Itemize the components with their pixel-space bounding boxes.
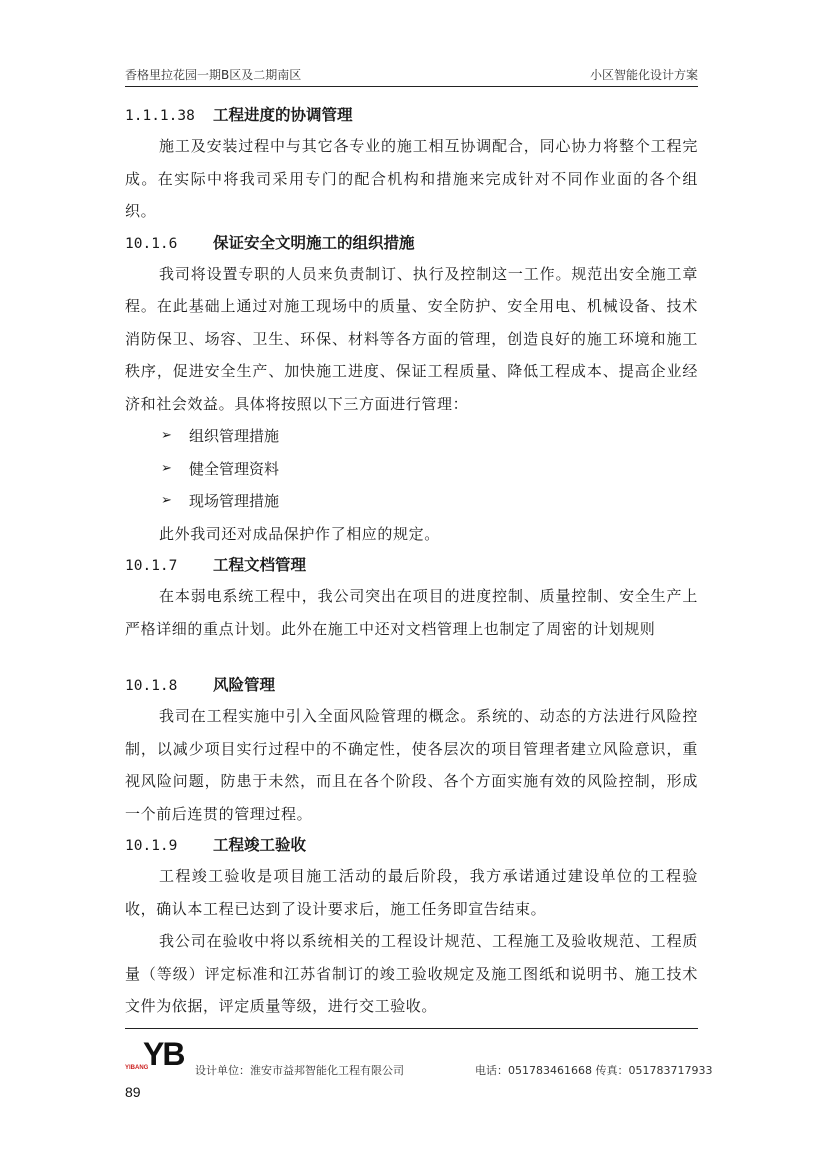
list-item — [125, 453, 698, 486]
section-heading — [125, 670, 698, 700]
section-heading — [125, 830, 698, 860]
list-item — [125, 485, 698, 518]
footer-company: 设计单位：淮安市益邦智能化工程有限公司 — [195, 1064, 404, 1077]
spacer — [125, 645, 698, 670]
company-logo — [125, 1035, 195, 1075]
document-body — [125, 100, 698, 1023]
list-item — [125, 420, 698, 453]
section-number: 10.1.9 — [125, 838, 178, 854]
section-heading — [125, 100, 698, 130]
paragraph: 此外我司还对成品保护作了相应的规定。 — [159, 524, 440, 543]
section-title: 工程进度的协调管理 — [213, 106, 353, 124]
section-number: 1.1.1.38 — [125, 108, 195, 124]
footer-contact: 电话：051783461668 传真：051783717933 — [475, 1064, 713, 1077]
section-number: 10.1.8 — [125, 678, 178, 694]
paragraph: 我司将设置专职的人员来负责制订、执行及控制这一工作。规范出安全施工章程。在此基础上通过对施工现场中的质量、安全防护、安全用电、机械设备、技术消防保卫、场容、卫生、环保、材料等各方面的管理，创造良好的施工环境和施工秩序，促进安全生产、加快施工进度、保证工程质量、降低工程成本、提高企业经济和社会效益。具体将按照以下三方面进行管理： — [125, 264, 698, 413]
list-item-label: 健全管理资料 — [189, 459, 280, 478]
bullet-list — [125, 420, 698, 518]
logo-mark: YB — [143, 1036, 184, 1072]
arrow-right-icon: ➢ — [161, 428, 172, 443]
header-project-name: 香格里拉花园一期B区及二期南区 — [125, 68, 302, 82]
section-heading — [125, 228, 698, 258]
section-heading — [125, 550, 698, 580]
section-title: 工程文档管理 — [213, 556, 307, 574]
logo-wordmark: YIBANG — [125, 1065, 149, 1071]
paragraph: 我公司在验收中将以系统相关的工程设计规范、工程施工及验收规范、工程质量（等级）评定标准和江苏省制订的竣工验收规定及施工图纸和说明书、施工技术文件为依据，评定质量等级，进行交工验收。 — [125, 932, 698, 1015]
section-title: 工程竣工验收 — [213, 836, 307, 854]
page-number: 89 — [125, 1084, 141, 1100]
paragraph: 在本弱电系统工程中，我公司突出在项目的进度控制、质量控制、安全生产上严格详细的重点计划。此外在施工中还对文档管理上也制定了周密的计划规则 — [125, 587, 698, 638]
list-item-label: 组织管理措施 — [189, 427, 280, 445]
section-title: 保证安全文明施工的组织措施 — [213, 233, 415, 252]
paragraph: 我司在工程实施中引入全面风险管理的概念。系统的、动态的方法进行风险控制，以减少项目实行过程中的不确定性，使各层次的项目管理者建立风险意识，重视风险问题，防患于未然，而且在各个阶段、各个方面实施有效的风险控制，形成一个前后连贯的管理过程。 — [125, 707, 698, 823]
paragraph: 工程竣工验收是项目施工活动的最后阶段，我方承诺通过建设单位的工程验收，确认本工程已达到了设计要求后，施工任务即宣告结束。 — [125, 867, 698, 918]
section-number: 10.1.6 — [125, 235, 178, 252]
section-number: 10.1.7 — [125, 558, 178, 574]
paragraph: 施工及安装过程中与其它各专业的施工相互协调配合，同心协力将整个工程完成。在实际中将我司采用专门的配合机构和措施来完成针对不同作业面的各个组织。 — [125, 137, 698, 220]
header-document-title: 小区智能化设计方案 — [589, 68, 698, 82]
section-title: 风险管理 — [213, 676, 276, 694]
page-footer — [125, 1028, 713, 1077]
arrow-right-icon: ➢ — [161, 460, 172, 476]
arrow-right-icon: ➢ — [161, 493, 172, 508]
list-item-label: 现场管理措施 — [189, 492, 280, 510]
page-header — [125, 64, 698, 87]
